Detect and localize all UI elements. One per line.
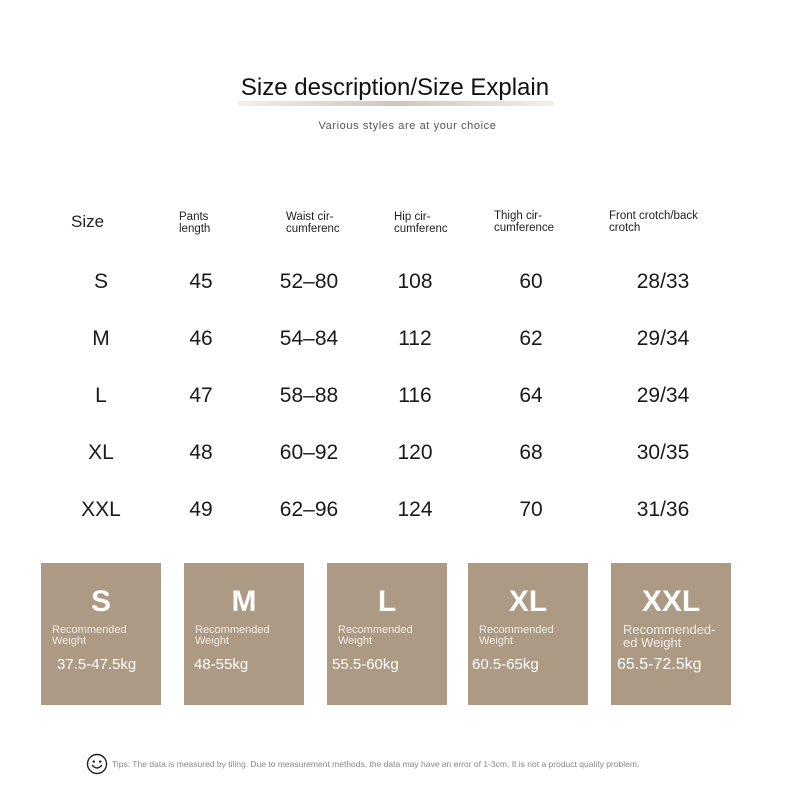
card-rec-line2: ed Weight: [623, 635, 682, 650]
header-pants-length-line1: Pants: [179, 211, 209, 223]
card-weight: 37.5-47.5kg: [57, 656, 137, 673]
size-card-xl: [468, 563, 588, 705]
cell-waist: 52–80: [279, 270, 339, 293]
table-row: [0, 384, 790, 424]
cell-crotch: 30/35: [636, 441, 690, 464]
cell-pants-length: 47: [189, 384, 213, 407]
table-row: [0, 270, 790, 310]
cell-pants-length: 49: [189, 498, 213, 521]
header-thigh: [494, 210, 554, 234]
cell-hip: 120: [397, 441, 433, 464]
tips-text: Tips: The data is measured by tiling. Due to measurement methods, the data may have an error of 1-3cm. It is not a product quality problem.: [112, 759, 640, 769]
cell-thigh: 60: [519, 270, 543, 293]
cell-size: S: [93, 270, 109, 293]
header-thigh-line2: cumference: [494, 222, 555, 234]
card-weight: 55.5-60kg: [332, 656, 399, 673]
card-weight: 48-55kg: [194, 656, 249, 673]
cell-hip: 108: [397, 270, 433, 293]
cell-size: M: [92, 327, 110, 350]
size-card-s: [41, 563, 161, 705]
header-hip-line2: cumferenc: [394, 223, 448, 235]
card-rec-line2: Weight: [52, 635, 87, 647]
tips-note: [86, 753, 786, 777]
size-card-xxl: [611, 563, 731, 705]
cell-size: XXL: [81, 498, 121, 521]
card-size: S: [90, 585, 111, 618]
cell-hip: 116: [398, 384, 432, 407]
cell-waist: 60–92: [279, 441, 339, 464]
header-waist-line1: Waist cir-: [286, 211, 334, 223]
cell-crotch: 31/36: [636, 498, 690, 521]
card-rec-line2: Weight: [479, 635, 514, 647]
card-weight: 65.5-72.5kg: [617, 656, 702, 673]
header-waist-line2: cumferenc: [286, 223, 340, 235]
cell-thigh: 70: [519, 498, 543, 521]
cell-waist: 58–88: [279, 384, 339, 407]
cell-crotch: 29/34: [636, 327, 690, 350]
smile-icon: [86, 753, 108, 775]
card-rec-line1: Recommended: [195, 624, 270, 636]
header-hip-line1: Hip cir-: [394, 211, 431, 223]
card-rec-line1: Recommended-: [623, 622, 716, 637]
cell-pants-length: 46: [189, 327, 213, 350]
header-crotch-line1: Front crotch/back: [609, 210, 698, 222]
cell-size: L: [95, 384, 107, 407]
title-underline: [238, 101, 554, 106]
cell-pants-length: 48: [189, 441, 213, 464]
cell-pants-length: 45: [189, 270, 213, 293]
header-size: Size: [71, 212, 105, 231]
header-crotch-line2: crotch: [609, 222, 641, 234]
header-pants-length-line2: length: [179, 223, 211, 235]
cell-crotch: 29/34: [636, 384, 690, 407]
cell-hip: 124: [397, 498, 433, 521]
card-recommended-label: [52, 625, 156, 647]
header-waist: [286, 211, 340, 235]
card-weight: 60.5-65kg: [472, 656, 539, 673]
card-rec-line1: Recommended: [52, 624, 127, 636]
cell-crotch: 28/33: [636, 270, 690, 293]
cell-waist: 54–84: [279, 327, 339, 350]
card-rec-line2: Weight: [195, 635, 230, 647]
card-rec-line1: Recommended: [479, 624, 554, 636]
table-row: [0, 327, 790, 367]
card-recommended-label: [195, 625, 299, 647]
cell-thigh: 64: [519, 384, 543, 407]
table-row: [0, 498, 790, 538]
card-size: XXL: [641, 585, 701, 618]
cell-thigh: 68: [519, 441, 543, 464]
cell-hip: 112: [398, 327, 432, 350]
cell-size: XL: [88, 441, 114, 464]
card-recommended-label: [623, 623, 727, 649]
cell-thigh: 62: [519, 327, 543, 350]
cell-waist: 62–96: [279, 498, 339, 521]
card-rec-line1: Recommended: [338, 624, 413, 636]
card-recommended-label: [338, 625, 442, 647]
page-title: Size description/Size Explain: [240, 74, 550, 101]
card-rec-line2: Weight: [338, 635, 373, 647]
page-subtitle: Various styles are at your choice: [318, 120, 497, 132]
card-size: XL: [508, 585, 548, 618]
header-thigh-line1: Thigh cir-: [494, 210, 542, 222]
table-row: [0, 441, 790, 481]
size-card-m: [184, 563, 304, 705]
card-recommended-label: [479, 625, 583, 647]
header-pants-length: [179, 211, 210, 235]
size-card-l: [327, 563, 447, 705]
header-crotch: [609, 210, 698, 234]
card-size: L: [377, 585, 397, 618]
header-hip: [394, 211, 448, 235]
card-size: M: [231, 585, 257, 618]
